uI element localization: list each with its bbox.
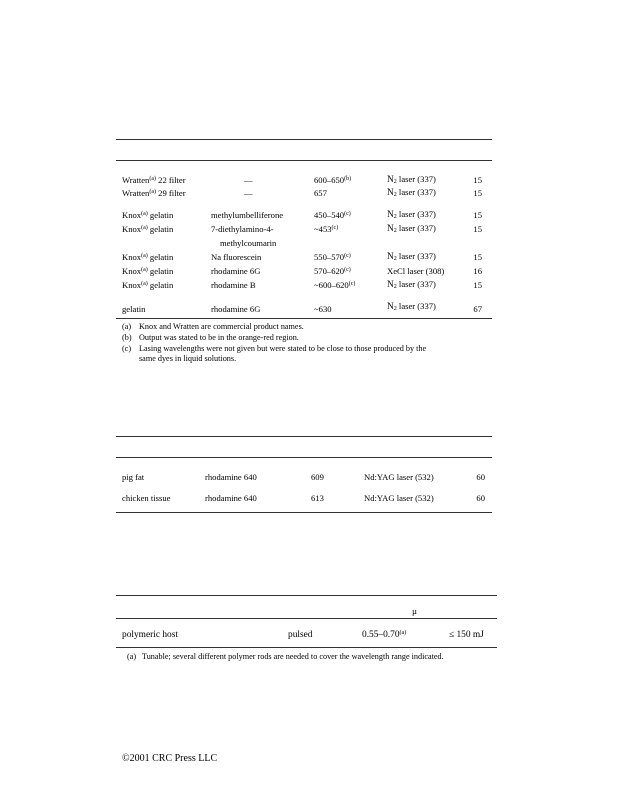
table-cell-dye: Na fluorescein xyxy=(211,252,262,262)
table-cell-ref: 15 xyxy=(473,252,482,262)
table-row: Wratten$^{(a)}$ 22 filter xyxy=(122,175,186,185)
table3-bottom-rule xyxy=(116,647,497,648)
table-row: Knox$^{(a)}$ gelatin xyxy=(122,224,174,234)
footnote-a: (a) xyxy=(122,322,132,331)
table-cell-mode: pulsed xyxy=(288,630,313,640)
table-row: chicken tissue xyxy=(122,493,171,503)
table-cell-ref: 16 xyxy=(473,266,482,276)
table-cell-ref: 15 xyxy=(473,224,482,234)
table3-footnote-mark: (a) xyxy=(127,652,137,661)
table-cell-ref: 60 xyxy=(476,493,485,503)
table-cell-ref: 15 xyxy=(473,188,482,198)
table-row: Knox$^{(a)}$ gelatin xyxy=(122,210,174,220)
table-cell-ref: 15 xyxy=(473,280,482,290)
table-cell-dye: rhodamine 6G xyxy=(211,304,261,314)
copyright-footer: ©2001 CRC Press LLC xyxy=(122,753,218,764)
table-cell-pump: $N_2$ laser (337) xyxy=(387,301,436,312)
table-cell-dye: — xyxy=(244,175,253,185)
table-cell-ref: 15 xyxy=(473,175,482,185)
table-row: Knox$^{(a)}$ gelatin xyxy=(122,280,174,290)
table-cell-ref: 15 xyxy=(473,210,482,220)
table-cell-dye-line2: methylcoumarin xyxy=(220,238,277,248)
table-row: pig fat xyxy=(122,472,145,482)
footnote-b-text: Output was stated to be in the orange-red region. xyxy=(139,333,299,342)
table-cell-pump: XeCl laser (308) xyxy=(387,266,445,276)
table-cell-wavelength: 609 xyxy=(311,472,324,482)
table-cell-dye: methylumbelliferone xyxy=(211,210,284,220)
table-cell-pump: Nd:YAG laser (532) xyxy=(364,472,434,482)
table-cell-pump: $N_2$ laser (337) xyxy=(387,279,436,290)
table-row: Knox$^{(a)}$ gelatin xyxy=(122,252,174,262)
table3-header-rule xyxy=(116,618,497,619)
table3-footnote-text: Tunable; several different polymer rods are needed to cover the wavelength range indicated. xyxy=(142,652,444,661)
table-cell-wavelength: ~630 xyxy=(314,304,332,314)
table-cell-range: 0.55–0.70$^{(a)}$ xyxy=(362,630,407,640)
table-cell-wavelength: 550–570$^{(c)}$ xyxy=(314,252,351,262)
table-cell-pump: $N_2$ laser (337) xyxy=(387,223,436,234)
table-cell-ref: 60 xyxy=(476,472,485,482)
table-cell-wavelength: 613 xyxy=(311,493,324,503)
table-cell-pump: Nd:YAG laser (532) xyxy=(364,493,434,503)
table-cell-dye: rhodamine 6G xyxy=(211,266,261,276)
table1-bottom-rule xyxy=(116,318,492,319)
table-cell-dye: rhodamine 640 xyxy=(205,472,257,482)
table-cell-pump: $N_2$ laser (337) xyxy=(387,187,436,198)
table-cell-wavelength: 657 xyxy=(314,188,327,198)
table3-header-mu: µ xyxy=(412,606,417,616)
footnote-c-text: Lasing wavelengths were not given but were stated to be close to those produced by the xyxy=(139,344,427,353)
table-cell-energy: ≤ 150 mJ xyxy=(449,630,484,640)
table2-bottom-rule xyxy=(116,512,492,513)
table3-top-rule xyxy=(116,595,497,596)
table-row: gelatin xyxy=(122,304,146,314)
table-cell-wavelength: ~453$^{(c)}$ xyxy=(314,224,339,234)
table-cell-pump: $N_2$ laser (337) xyxy=(387,174,436,185)
table-cell-wavelength: 450–540$^{(c)}$ xyxy=(314,210,351,220)
table-cell-dye: rhodamine B xyxy=(211,280,256,290)
table-cell-dye: — xyxy=(244,188,253,198)
footnote-c-text-line2: same dyes in liquid solutions. xyxy=(139,354,237,363)
footnote-a-text: Knox and Wratten are commercial product names. xyxy=(139,322,304,331)
footnote-b: (b) xyxy=(122,333,132,342)
table-row: polymeric host xyxy=(122,630,178,640)
table-cell-ref: 67 xyxy=(473,304,482,314)
table-row: Knox$^{(a)}$ gelatin xyxy=(122,266,174,276)
table2-top-rule xyxy=(116,436,492,437)
table-cell-pump: $N_2$ laser (337) xyxy=(387,251,436,262)
table2-header-rule xyxy=(116,457,492,458)
table-cell-wavelength: ~600–620$^{(c)}$ xyxy=(314,280,356,290)
table-cell-dye: 7-diethylamino-4- xyxy=(211,224,274,234)
footnote-c: (c) xyxy=(122,344,132,353)
table-cell-pump: $N_2$ laser (337) xyxy=(387,209,436,220)
table-row: Wratten$^{(a)}$ 29 filter xyxy=(122,188,186,198)
table1-header-rule xyxy=(116,160,492,161)
table-cell-wavelength: 600–650$^{(b)}$ xyxy=(314,175,352,185)
table-cell-wavelength: 570–620$^{(c)}$ xyxy=(314,266,351,276)
table-cell-dye: rhodamine 640 xyxy=(205,493,257,503)
table1-top-rule xyxy=(116,139,492,140)
